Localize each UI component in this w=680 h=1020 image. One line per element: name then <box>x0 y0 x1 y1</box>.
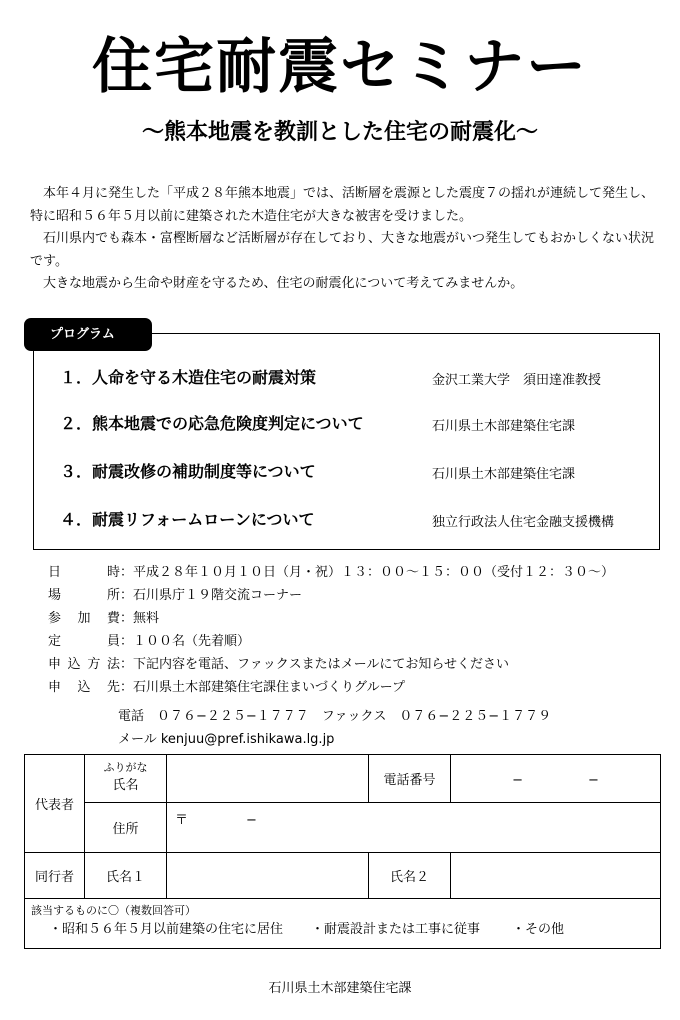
postal-dash: − <box>246 813 257 828</box>
info-value: ：無料 <box>120 611 160 626</box>
intro-paragraph-1: 本年４月に発生した「平成２８年熊本地震」では、活断層を震源とした震度７の揺れが連続して発生し、特に昭和５６年５月以前に建築された木造住宅が大きな被害を受けました。 <box>30 186 655 224</box>
name-label: 氏名 <box>112 778 139 793</box>
program-item-1: １．人命を守る木造住宅の耐震対策 <box>60 368 317 387</box>
info-label: 日時 <box>48 565 120 580</box>
program-item-3: ３．耐震改修の補助制度等について <box>60 462 316 481</box>
info-label: 申込先 <box>48 680 120 695</box>
info-method <box>48 653 509 676</box>
applicable-note: 該当するものに〇（複数回答可） <box>31 904 196 917</box>
info-value: ：石川県土木部建築住宅課住まいづくりグループ <box>120 680 405 695</box>
program-item-2: ２．熊本地震での応急危険度判定について <box>60 414 364 433</box>
info-value: ：平成２８年１０月１０日（月・祝）１３：００〜１５：００（受付１２：３０〜） <box>120 565 615 580</box>
intro-paragraph-3: 大きな地震から生命や財産を守るため、住宅の耐震化について考えてみませんか。 <box>43 276 524 291</box>
address-input[interactable] <box>167 803 661 853</box>
info-value: ：１００名（先着順） <box>120 634 251 649</box>
info-place <box>48 584 302 607</box>
intro-paragraph-2: 石川県内でも森本・富樫断層など活断層が存在しており、大きな地震がいつ発生してもおかしくない状況です。 <box>30 231 655 269</box>
address-label: 住所 <box>85 803 167 853</box>
phone-input[interactable]: − − <box>451 755 661 803</box>
name-label-cell <box>85 755 167 803</box>
program-item-4: ４．耐震リフォームローンについて <box>60 510 315 529</box>
contact-phone-fax: 電話 ０７６−２２５−１７７７ ファックス ０７６−２２５−１７７９ <box>118 709 552 724</box>
applicable-options <box>31 918 660 942</box>
info-destination <box>48 676 405 699</box>
info-capacity <box>48 630 250 653</box>
name-input[interactable] <box>167 755 369 803</box>
info-label: 申込方法 <box>48 657 120 672</box>
page-subtitle: 〜熊本地震を教訓とした住宅の耐震化〜 <box>141 120 538 145</box>
info-value: ：石川県庁１９階交流コーナー <box>120 588 303 603</box>
program-org-3: 石川県土木部建築住宅課 <box>432 467 576 482</box>
program-org-2: 石川県土木部建築住宅課 <box>432 419 576 434</box>
companion-name1-input[interactable] <box>167 853 369 899</box>
option-engineer[interactable]: ・耐震設計または工事に従事 <box>311 922 481 937</box>
info-value: ：下記内容を電話、ファックスまたはメールにてお知らせください <box>120 657 509 672</box>
info-label: 場所 <box>48 588 120 603</box>
application-form <box>24 754 661 949</box>
info-label: 参加費 <box>48 611 120 626</box>
option-other[interactable]: ・その他 <box>512 922 565 937</box>
representative-label: 代表者 <box>25 755 85 853</box>
contact-email: メール kenjuu@pref.ishikawa.lg.jp <box>118 732 335 747</box>
companion-name2-input[interactable] <box>451 853 661 899</box>
intro-text <box>30 183 655 296</box>
program-label: プログラム <box>24 318 152 351</box>
info-datetime <box>48 561 614 584</box>
page-title: 住宅耐震セミナー <box>92 32 588 102</box>
info-label: 定員 <box>48 634 120 649</box>
option-residence[interactable]: ・昭和５６年５月以前建築の住宅に居住 <box>49 922 284 937</box>
phone-label: 電話番号 <box>369 755 451 803</box>
companion-name1-label: 氏名１ <box>85 853 167 899</box>
footer-organization: 石川県土木部建築住宅課 <box>268 981 412 996</box>
applicable-cell <box>25 899 661 949</box>
postal-mark: 〒 <box>175 813 189 828</box>
furigana-label: ふりがな <box>103 761 148 774</box>
program-org-1: 金沢工業大学 須田達准教授 <box>432 373 602 388</box>
companion-label: 同行者 <box>25 853 85 899</box>
companion-name2-label: 氏名２ <box>369 853 451 899</box>
info-fee <box>48 607 159 630</box>
program-org-4: 独立行政法人住宅金融支援機構 <box>432 515 615 530</box>
